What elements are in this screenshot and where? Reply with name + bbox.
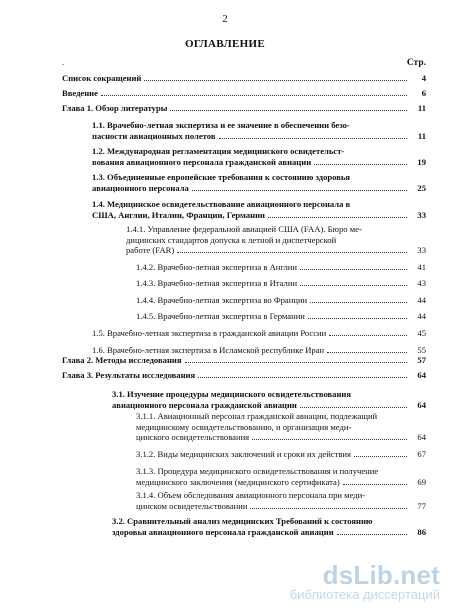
watermark-logo: dsLib.net (322, 560, 440, 590)
toc-page-number: 44 (417, 311, 426, 321)
toc-page-number: 45 (417, 328, 426, 338)
toc-page-number: 11 (417, 130, 426, 141)
toc-page-number: 33 (417, 245, 426, 255)
toc-page-number: 69 (417, 476, 426, 487)
toc-entry (136, 295, 426, 306)
dot-leader (219, 138, 408, 139)
dot-leader (185, 362, 408, 363)
toc-entry (62, 355, 426, 366)
toc-entry (136, 311, 426, 322)
toc-entry (136, 490, 426, 511)
dot-leader (144, 80, 407, 81)
toc-entry (92, 120, 426, 141)
toc-entry-text: 3.1. Изучение процедуры медицинского освидетельствования (112, 389, 352, 399)
toc-entry-text: 1.4.5. Врачебно-летная экспертиза в Германии (136, 311, 305, 321)
dot-leader (177, 252, 407, 253)
toc-entry (62, 88, 426, 99)
toc-entry (62, 73, 426, 84)
toc-page-number: 64 (417, 432, 426, 442)
toc-entry (92, 199, 426, 220)
toc-entry-text: 1.5. Врачебно-летная экспертиза в гражданской авиации России (92, 328, 327, 338)
toc-page-number: 41 (417, 262, 426, 272)
dot-leader (170, 110, 407, 111)
toc-entry (126, 224, 426, 256)
toc-entry-text: медицинского заключения (медицинского сертификата) (136, 476, 340, 487)
toc-entry (136, 466, 426, 487)
toc-entry-text: 1.4.3. Врачебно-летная экспертиза в Италии (136, 278, 298, 288)
toc-entry (92, 146, 426, 167)
toc-page-number: 11 (417, 103, 426, 113)
toc-entry-text: Введение (62, 88, 98, 98)
toc-entry-text: авиационного персонала гражданской авиации (112, 399, 297, 410)
toc-entry-text: 1.4.2. Врачебно-летная экспертиза в Англии (136, 262, 297, 272)
toc-page-number: 33 (417, 209, 426, 220)
toc-entry-text: 1.4. Медицинское освидетельствование авиационного персонала в (92, 199, 351, 209)
watermark (290, 560, 440, 602)
toc-page-number: 19 (417, 156, 426, 167)
toc-entry-text: здоровья авиационного персонала гражданской авиации (112, 526, 334, 537)
toc-page-number: 57 (417, 355, 426, 365)
dot-leader (192, 190, 407, 191)
toc-entry (92, 345, 426, 356)
toc-entry (62, 370, 426, 381)
stray-mark: . (62, 58, 64, 67)
toc-entry-text: 3.1.2. Виды медицинских заключений и сроки их действия (136, 449, 351, 459)
toc-entry-text: работе (FAR) (126, 245, 175, 255)
toc-page-number: 64 (417, 370, 426, 380)
toc-page-number: 64 (417, 399, 426, 410)
toc-entry (136, 411, 426, 443)
toc-entry-text: 3.1.1. Авиационный персонал гражданской авиации, подлежащий (136, 411, 378, 421)
toc-entry (136, 449, 426, 460)
toc-entry-text: цинском освидетельствовании (136, 500, 248, 511)
toc-entry (112, 389, 426, 410)
dot-leader (327, 352, 407, 353)
toc-entry-text: Глава 3. Результаты исследования (62, 370, 196, 380)
dot-leader (343, 484, 407, 485)
dot-leader (314, 164, 407, 165)
toc-entry-text: Глава 1. Обзор литературы (62, 103, 168, 113)
toc-entry-text: медицинскому освидетельствованию, и организация меди- (136, 421, 352, 432)
dot-leader (268, 217, 407, 218)
toc-entry-text: Глава 2. Методы исследования (62, 355, 182, 365)
dot-leader (300, 407, 407, 408)
toc-entry (62, 103, 426, 114)
dot-leader (337, 534, 407, 535)
dot-leader (308, 318, 407, 319)
toc-entry (92, 328, 426, 339)
toc-entry-text: дицинских стандартов допуска к летной и диспетчерской (126, 234, 337, 245)
toc-page-number: 4 (421, 73, 426, 83)
toc-page-number: 77 (417, 500, 426, 511)
toc-entry (92, 172, 426, 193)
toc-entry-text: 3.2. Сравнительный анализ медицинских Требований к состоянию (112, 516, 373, 526)
toc-page-number: 86 (417, 526, 426, 537)
dot-leader (329, 335, 407, 336)
dot-leader (300, 285, 407, 286)
dot-leader (198, 377, 407, 378)
toc-entry-text: 1.4.4. Врачебно-летная экспертиза во Франции (136, 295, 308, 305)
toc-entry-text: 3.1.4. Объем обследования авиационного персонала при меди- (136, 490, 366, 500)
toc-page-number: 25 (417, 182, 426, 193)
toc-entry-text: 1.6. Врачебно-летная экспертиза в Исламской республике Иран (92, 345, 325, 355)
toc-page-number: 44 (417, 295, 426, 305)
watermark-tagline: библиотека диссертаций (289, 587, 440, 602)
dot-leader (252, 439, 407, 440)
toc-entry-text: вования авиационного персонала гражданской авиации (92, 156, 312, 167)
toc-entry-text: цинского освидетельствования (136, 432, 250, 442)
toc-entry-text: авиационного персонала (92, 182, 189, 193)
dot-leader (250, 508, 407, 509)
toc-page-number: 6 (421, 88, 426, 98)
toc-entry (136, 262, 426, 273)
page-column-label: Стр. (406, 58, 426, 68)
toc-entry-text: 1.3. Объединенные европейские требования к состоянию здоровья (92, 172, 351, 182)
toc-entry-text: 1.2. Международная регламентация медицинского освидетельст- (92, 146, 345, 156)
page-number: 2 (222, 14, 228, 25)
dot-leader (354, 456, 407, 457)
toc-title: ОГЛАВЛЕНИЕ (185, 38, 265, 50)
toc-page-number: 43 (417, 278, 426, 288)
toc-entry-text: Список сокращений (62, 73, 142, 83)
toc-page-number: 67 (417, 449, 426, 459)
dot-leader (300, 269, 407, 270)
toc-entry-text: 1.4.1. Управление федеральной авиацией США (FAA). Бюро ме- (126, 224, 362, 234)
toc-entry (136, 278, 426, 289)
dot-leader (310, 302, 407, 303)
toc-entry-text: 3.1.3. Процедура медицинского освидетельствования и получение (136, 466, 379, 476)
dot-leader (101, 95, 407, 96)
toc-entry-text: 1.1. Врачебно-летная экспертиза и ее значение в обеспечении безо- (92, 120, 350, 130)
toc-page-number: 55 (417, 345, 426, 355)
toc-entry (112, 516, 426, 537)
toc-entry-text: пасности авиационных полетов (92, 130, 216, 141)
toc-entry-text: США, Англии, Италии, Франции, Германии (92, 209, 265, 220)
